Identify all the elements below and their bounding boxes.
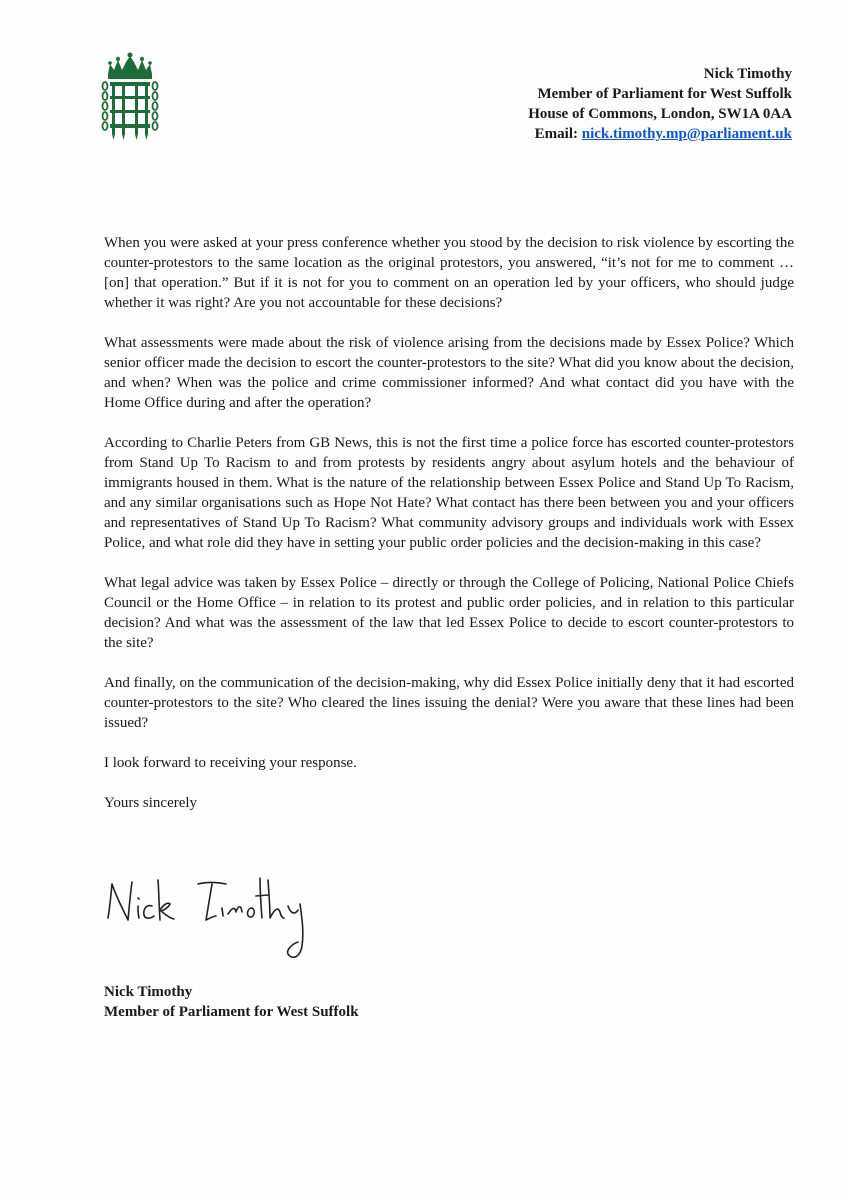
handwritten-signature <box>102 866 332 966</box>
email-label: Email: <box>534 126 582 142</box>
body-paragraph: When you were asked at your press conference whether you stood by the decision to risk violence by escorting the counter-protestors to the same location as the original protestors, you answered, “it’s not for me to comment … [on] that operation.” But if it is not for you to comment on an operation led by your officers, who should judge whether it was right? Are you not accountable for these decisions? <box>104 235 794 311</box>
body-paragraph: What assessments were made about the risk of violence arising from the decisions made by Essex Police? Which senior officer made the decision to escort the counter-protestors to the site? What did you know about the decision, and when? When was the police and crime commissioner informed? And what contact did you have with the Home Office during and after the operation? <box>104 335 794 411</box>
body-paragraph: What legal advice was taken by Essex Police – directly or through the College of Policing, National Police Chiefs Council or the Home Office – in relation to its protest and public order policies, and in relation to this particular decision? And what was the assessment of the law that led Essex Police to decide to escort counter-protestors to the site? <box>104 575 794 651</box>
letterhead-name: Nick Timothy <box>703 66 792 82</box>
letterhead <box>528 64 792 144</box>
closing-line: I look forward to receiving your response. <box>104 755 357 771</box>
signatory-name: Nick Timothy <box>104 984 193 1000</box>
email-link[interactable]: nick.timothy.mp@parliament.uk <box>581 126 792 142</box>
letterhead-address: House of Commons, London, SW1A 0AA <box>528 106 792 122</box>
portcullis-crest-icon <box>100 52 160 148</box>
valediction: Yours sincerely <box>104 795 198 811</box>
signatory-role: Member of Parliament for West Suffolk <box>104 1004 359 1020</box>
body-paragraph: According to Charlie Peters from GB News, this is not the first time a police force has escorted counter-protestors from Stand Up To Racism to and from protests by residents angry about asylum hotels and the behaviour of immigrants housed in them. What is the nature of the relationship between Essex Police and Stand Up To Racism, and any similar organisations such as Hope Not Hate? What contact has there been between you and your officers and representatives of Stand Up To Racism? What community advisory groups and individuals work with Essex Police, and what role did they have in setting your public order policies and the decision-making in this case? <box>104 435 794 551</box>
letter-body <box>104 233 794 833</box>
signature-block <box>104 982 359 1022</box>
letterhead-email-line <box>528 124 792 144</box>
letterhead-role: Member of Parliament for West Suffolk <box>537 86 792 102</box>
body-paragraph: And finally, on the communication of the decision-making, why did Essex Police initially deny that it had escorted counter-protestors to the site? Who cleared the lines issuing the denial? Were you aware that these lines had been issued? <box>104 675 794 731</box>
